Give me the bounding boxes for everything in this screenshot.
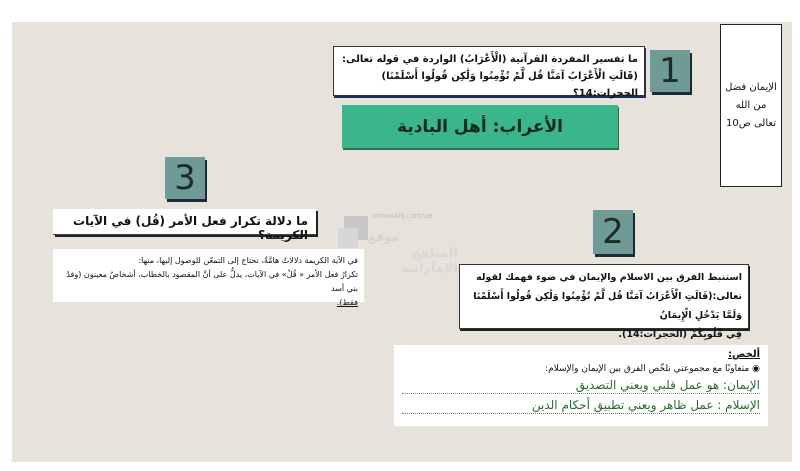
note-line-2: تكرارُ فعل الأمر « قُلْ» في الآيات، يدلُّ على أنَّ المقصود بالخطاب، أشخاصٌ معينون (وفدُ بني أسد: [66, 270, 358, 293]
question-2-line-2: تعالى:(قَالَتِ الْأَعْرَابُ آمَنَّا قُل لَّمْ تُؤْمِنُوا وَلَٰكِن قُولُوا أَسْلَمْنَا وَلَمَّا يَدْخُلِ الْإِيمَانُ: [473, 291, 742, 321]
note-line-1: في الآية الكريمة دلالاتٌ هامَّةٌ، نحتاج إلى التمعّن للوصول إليها، منها:: [138, 256, 358, 265]
question-2-box: [459, 264, 749, 340]
question-1-text: ما تفسير المفردة القرآنية (الْأَعْرَابُ) الواردة في قوله تعالى: (قَالَتِ الْأَعْرَابُ آمَنَّا قُل لَّمْ تُؤْمِنُوا وَلَٰكِن قُولُوا أَسْلَمْنَا) الحجرات:14؟: [341, 54, 638, 99]
question-3-text: ما دلالة تكرار فعل الأمر (قُل) في الآيات الكريمة؟: [73, 214, 308, 242]
summary-instruction: ◉ متعاونًا مع مجموعتي نلخّص الفرق بين الإيمان والإسلام:: [545, 364, 760, 374]
question-number-3: 3: [165, 157, 205, 199]
summary-answer-1: الإيمان: هو عمل قلبي ويعني التصديق: [402, 376, 760, 394]
question-2-line-1: استنبط الفرق بين الاسلام والإيمان في ضوء فهمك لقوله: [476, 272, 742, 283]
watermark-line-2: المناهج الإماراتية: [400, 246, 458, 276]
question-2-line-3: فِي قُلُوبِكُمْ (الحجرات:14).: [618, 329, 742, 340]
summary-box: [394, 345, 768, 426]
question-number-2: 2: [593, 210, 633, 254]
side-note-text: الإيمان فضل من الله تعالى ص10: [725, 81, 777, 129]
summary-heading: ألخص:: [727, 349, 760, 360]
answer-banner: الأعراب: أهل البادية: [342, 105, 618, 148]
side-note: [720, 24, 782, 187]
watermark: [338, 212, 458, 276]
note-line-3: فقط).: [336, 298, 358, 307]
watermark-url: almanahj.com/ae: [372, 212, 433, 220]
question-3-note: [53, 249, 364, 307]
question-3-box: [53, 209, 316, 242]
summary-answer-2: الإسلام : عمل ظاهر ويعني تطبيق أحكام الدين: [402, 396, 760, 414]
question-number-1: 1: [650, 50, 690, 92]
question-1-box: [333, 46, 645, 99]
watermark-line-1: موقع: [368, 230, 400, 244]
watermark-logo-shadow-icon: [338, 228, 358, 248]
